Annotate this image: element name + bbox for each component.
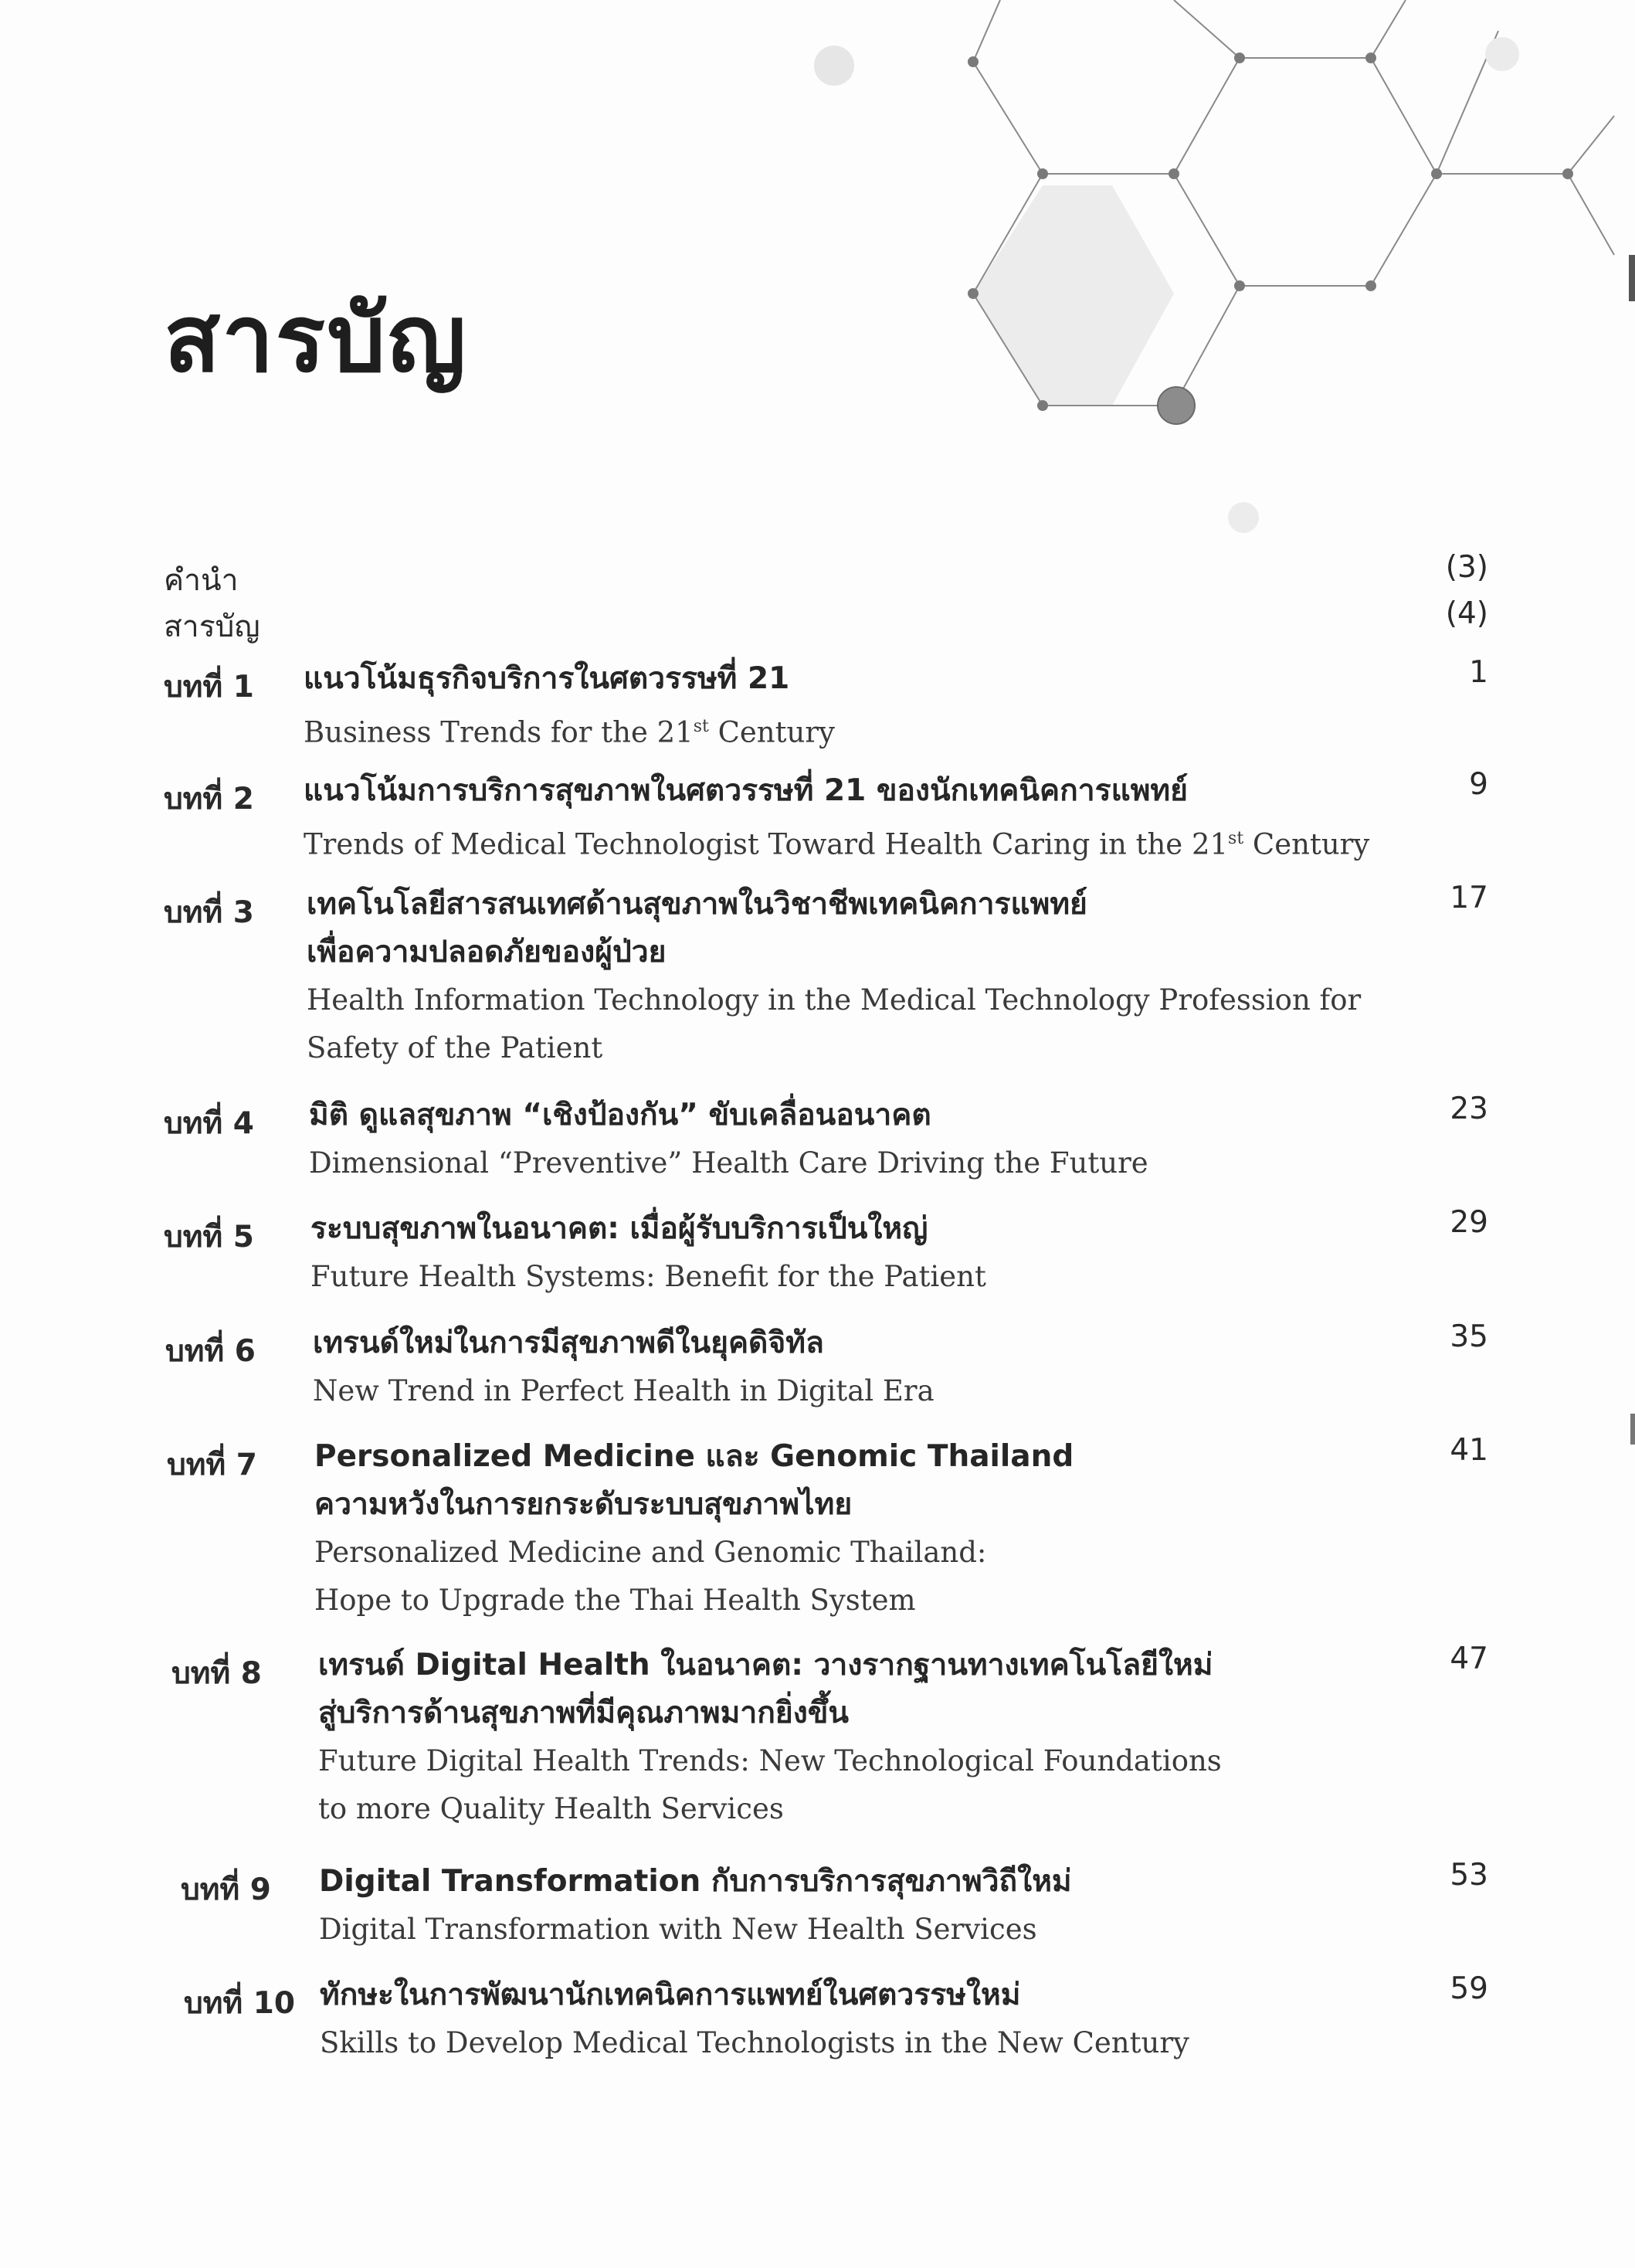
- chapter-title-th: เทรนด์ Digital Health ในอนาคต: วางรากฐานทางเทคโนโลยีใหม่: [318, 1648, 1213, 1682]
- chapter-title-th: แนวโน้มธุรกิจบริการในศตวรรษที่ 21: [304, 661, 790, 696]
- page-number: 29: [1450, 1205, 1488, 1240]
- chapter-title-en: Skills to Develop Medical Technologists in the New Century: [320, 2026, 1189, 2059]
- front-label: สารบัญ: [164, 609, 260, 644]
- blur-dot: [1485, 37, 1519, 71]
- chapter-title-th: Digital Transformation กับการบริการสุขภาพวิถีใหม่: [319, 1864, 1072, 1899]
- chapter-title-th: มิติ ดูแลสุขภาพ “เชิงป้องกัน” ขับเคลื่อนอนาคต: [309, 1098, 931, 1132]
- chapter-titles: [320, 1971, 1189, 2067]
- chapter-titles: [304, 655, 835, 756]
- page-number: 17: [1450, 881, 1488, 915]
- page-edge-mark: [1629, 255, 1635, 301]
- chapter-title-en: Safety of the Patient: [307, 1031, 603, 1064]
- chapter-title-th: เทรนด์ใหม่ในการมีสุขภาพดีในยุคดิจิทัล: [313, 1326, 824, 1360]
- large-node-circle: [1158, 387, 1195, 424]
- chapter-title-en: to more Quality Health Services: [318, 1792, 784, 1825]
- page-number: 41: [1450, 1433, 1488, 1468]
- chapter-title-en: Digital Transformation with New Health Services: [319, 1913, 1037, 1946]
- page-number: 1: [1469, 655, 1488, 690]
- page-number: 59: [1450, 1971, 1488, 2006]
- page-number: 47: [1450, 1642, 1488, 1676]
- chapter-label: บทที่ 6: [165, 1334, 256, 1369]
- chapter-title-en: Dimensional “Preventive” Health Care Driving the Future: [309, 1146, 1148, 1180]
- chapter-title-en: Personalized Medicine and Genomic Thailand:: [314, 1536, 987, 1569]
- chapter-label: บทที่ 7: [167, 1448, 257, 1482]
- toc-front-row: [0, 550, 1635, 596]
- chapter-title-th: เทคโนโลยีสารสนเทศด้านสุขภาพในวิชาชีพเทคนิคการแพทย์: [307, 887, 1087, 922]
- chapter-label: บทที่ 2: [164, 782, 254, 817]
- chapter-titles: [304, 767, 1369, 868]
- chapter-label: บทที่ 9: [181, 1872, 271, 1907]
- page-number: (4): [1445, 596, 1488, 631]
- chapter-titles: [310, 1205, 986, 1301]
- chapter-label: บทที่ 1: [164, 670, 254, 705]
- chapter-titles: [314, 1433, 1074, 1625]
- page-number: 53: [1450, 1858, 1488, 1893]
- chapter-label: บทที่ 4: [164, 1106, 254, 1141]
- chapter-title-th: ระบบสุขภาพในอนาคต: เมื่อผู้รับบริการเป็นใหญ่: [310, 1211, 928, 1246]
- page-number: 23: [1450, 1092, 1488, 1126]
- chapter-titles: [309, 1092, 1148, 1187]
- page-number: (3): [1445, 550, 1488, 585]
- page-edge-mark: [1630, 1414, 1635, 1445]
- chapter-title-en: Future Digital Health Trends: New Technological Foundations: [318, 1744, 1222, 1777]
- hexagon-fill-shape: [973, 185, 1174, 406]
- chapter-title-th: สู่บริการด้านสุขภาพที่มีคุณภาพมากยิ่งขึ้น: [318, 1696, 850, 1730]
- page-title: สารบัญ: [164, 286, 468, 394]
- chapter-title-th: ความหวังในการยกระดับระบบสุขภาพไทย: [314, 1487, 853, 1522]
- chapter-title-en: New Trend in Perfect Health in Digital Era: [313, 1374, 935, 1407]
- chapter-title-th: เพื่อความปลอดภัยของผู้ป่วย: [307, 935, 667, 969]
- page-number: 35: [1450, 1319, 1488, 1354]
- hexagon-network-decoration: [0, 0, 1635, 556]
- front-label: คำนำ: [164, 563, 239, 598]
- chapter-title-en: Health Information Technology in the Medical Technology Profession for: [307, 983, 1362, 1017]
- toc-front-row: [0, 596, 1635, 643]
- chapter-title-th: ทักษะในการพัฒนานักเทคนิคการแพทย์ในศตวรรษใหม่: [320, 1978, 1021, 2012]
- chapter-titles: [307, 881, 1361, 1072]
- chapter-label: บทที่ 10: [184, 1986, 296, 2021]
- chapter-titles: [319, 1858, 1072, 1954]
- chapter-title-en: Business Trends for the 21st Century: [304, 715, 835, 749]
- chapter-titles: [318, 1642, 1222, 1833]
- chapter-label: บทที่ 3: [164, 895, 254, 930]
- chapter-titles: [313, 1319, 935, 1415]
- chapter-title-en: Future Health Systems: Benefit for the Patient: [310, 1260, 986, 1293]
- chapter-title-en: Hope to Upgrade the Thai Health System: [314, 1584, 916, 1617]
- chapter-title-th: Personalized Medicine และ Genomic Thailand: [314, 1439, 1074, 1474]
- chapter-label: บทที่ 5: [164, 1220, 254, 1255]
- blur-dot: [1228, 502, 1259, 533]
- chapter-title-en: Trends of Medical Technologist Toward Health Caring in the 21st Century: [304, 827, 1370, 861]
- blur-dot: [814, 46, 854, 86]
- chapter-title-th: แนวโน้มการบริการสุขภาพในศตวรรษที่ 21 ของนักเทคนิคการแพทย์: [304, 773, 1188, 808]
- chapter-label: บทที่ 8: [171, 1656, 262, 1691]
- page-number: 9: [1469, 767, 1488, 802]
